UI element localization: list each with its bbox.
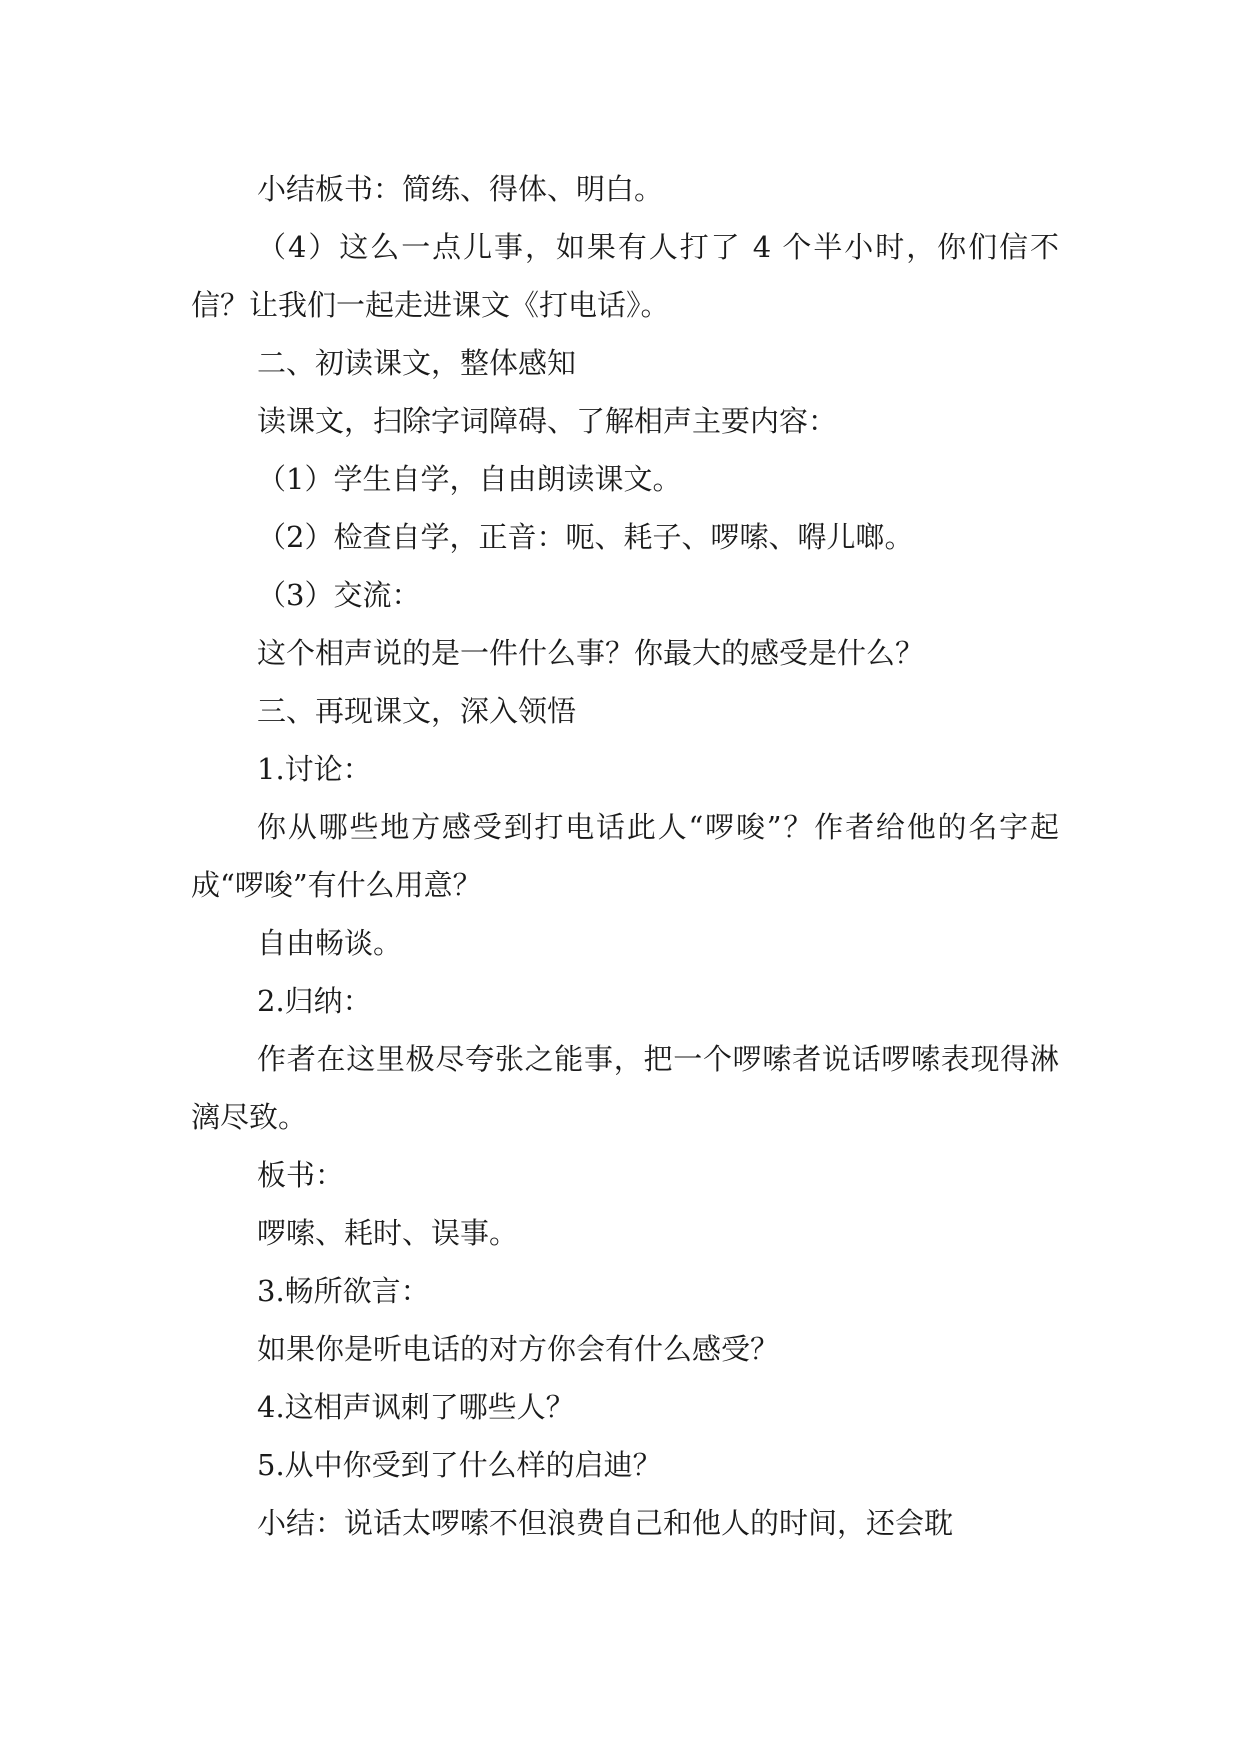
paragraph-board-content: 啰嗦、耗时、误事。 (257, 1216, 519, 1250)
paragraph-question-story: 这个相声说的是一件什么事？你最大的感受是什么？ (257, 636, 925, 670)
section-heading-3: 三、再现课文，深入领悟 (257, 694, 577, 728)
paragraph-board-label: 板书： (257, 1158, 345, 1192)
list-item-3: （3）交流： (257, 578, 421, 612)
numbered-item-5: 5.从中你受到了什么样的启迪？ (257, 1448, 662, 1482)
list-item-2: （2）检查自学，正音：呃、耗子、啰嗦、嘚儿啷。 (257, 520, 914, 554)
paragraph-summary-author: 作者在这里极尽夸张之能事，把一个啰嗦者说话啰嗦表现得淋漓尽致。 (191, 1042, 1059, 1134)
document-body (191, 160, 1059, 1552)
paragraph-read-text: 读课文，扫除字词障碍、了解相声主要内容： (257, 404, 838, 438)
paragraph-conclusion: 小结：说话太啰嗦不但浪费自己和他人的时间，还会耽 (257, 1506, 954, 1540)
paragraph-question-4: （4）这么一点儿事，如果有人打了 4 个半小时，你们信不信？让我们一起走进课文《打电话》。 (191, 230, 1059, 322)
paragraph-question-listener: 如果你是听电话的对方你会有什么感受？ (257, 1332, 780, 1366)
paragraph-free-talk: 自由畅谈。 (257, 926, 403, 960)
paragraph-summary-board: 小结板书：简练、得体、明白。 (257, 172, 664, 206)
paragraph-question-wordy: 你从哪些地方感受到打电话此人“啰唆”？作者给他的名字起成“啰唆”有什么用意？ (191, 810, 1059, 902)
list-item-1: （1）学生自学，自由朗读课文。 (257, 462, 682, 496)
numbered-item-1: 1.讨论： (257, 752, 372, 786)
numbered-item-2: 2.归纳： (257, 984, 372, 1018)
numbered-item-3: 3.畅所欲言： (257, 1274, 430, 1308)
section-heading-2: 二、初读课文，整体感知 (257, 346, 577, 380)
numbered-item-4: 4.这相声讽刺了哪些人？ (257, 1390, 575, 1424)
